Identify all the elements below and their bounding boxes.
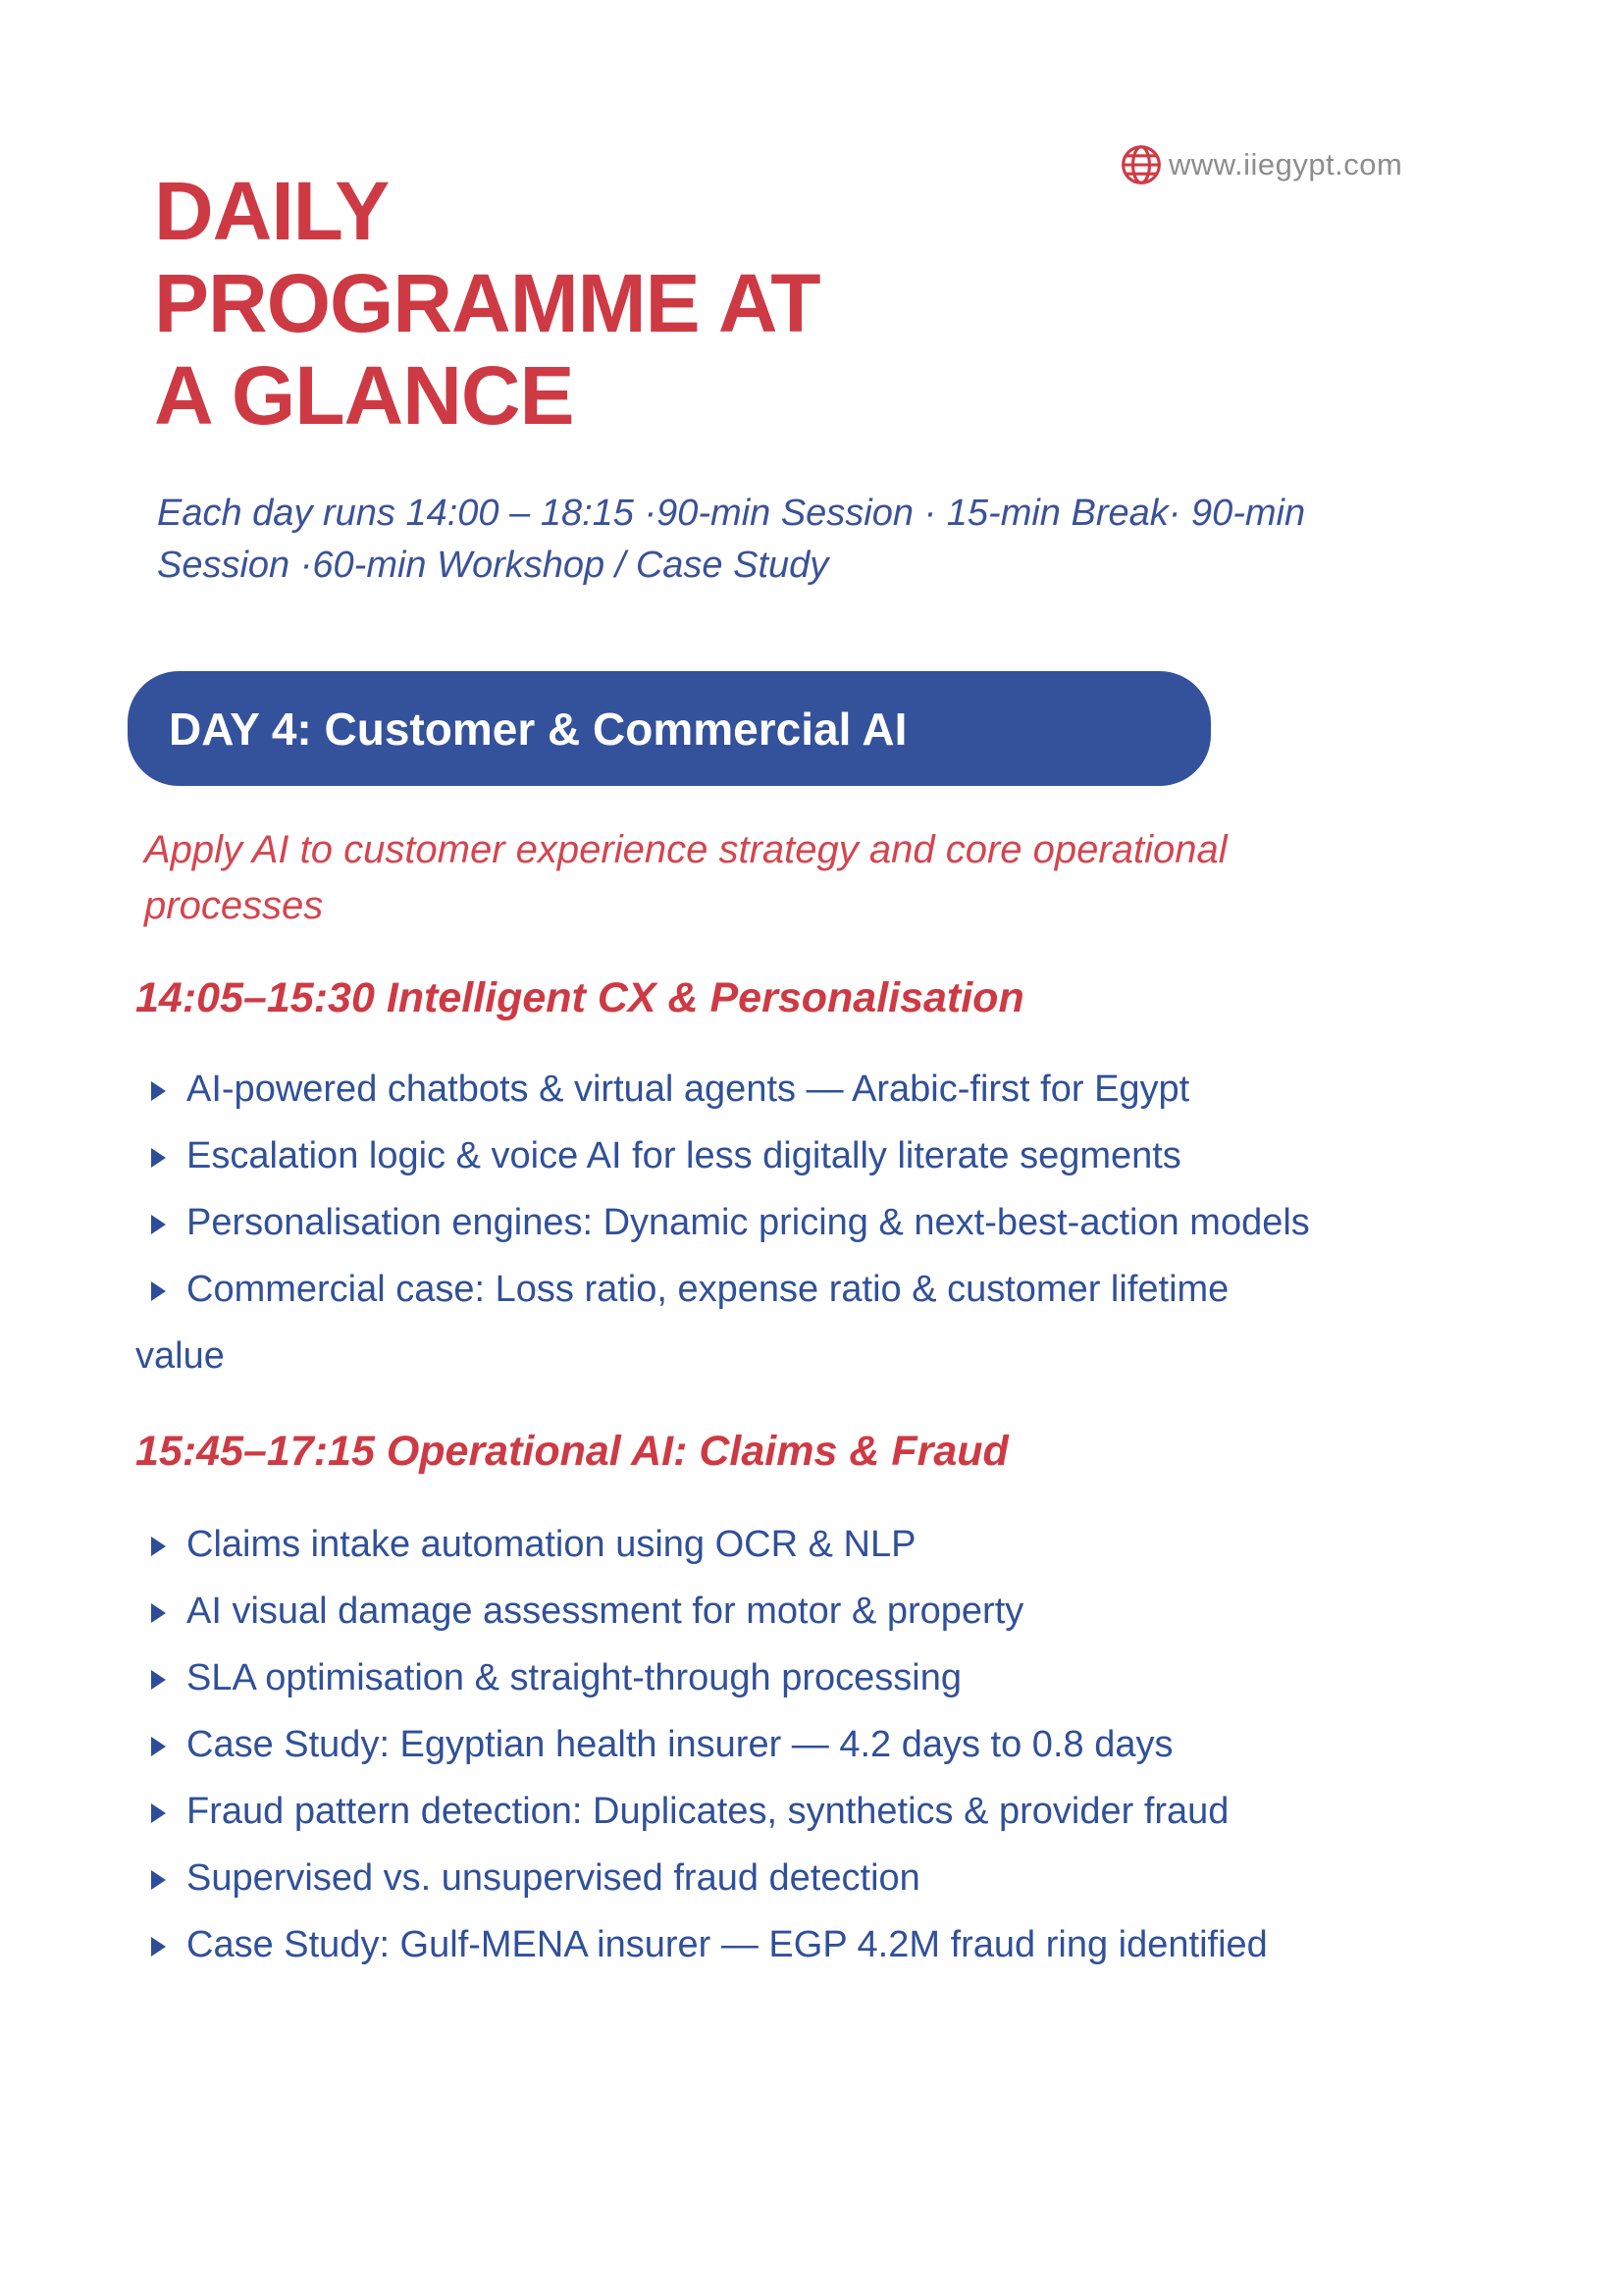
list-item xyxy=(135,1911,1268,1978)
session-bullets-cx xyxy=(135,1056,1313,1389)
list-item-text: AI visual damage assessment for motor & property xyxy=(186,1591,1024,1632)
bullet-triangle-icon xyxy=(151,1737,166,1756)
list-item xyxy=(135,1122,1313,1189)
bullet-triangle-icon xyxy=(151,1803,166,1823)
website-url[interactable]: www.iiegypt.com xyxy=(1169,147,1403,182)
list-item-text: Case Study: Egyptian health insurer — 4.2 days to 0.8 days xyxy=(186,1724,1174,1765)
bullet-triangle-icon xyxy=(151,1081,166,1101)
list-item xyxy=(135,1644,1268,1711)
day-intro-line: Apply AI to customer experience strategy and core operational xyxy=(144,828,1228,871)
day-intro xyxy=(144,822,1228,934)
list-item-text: Supervised vs. unsupervised fraud detection xyxy=(186,1857,920,1899)
schedule-subtitle xyxy=(157,488,1305,592)
page-title-line: DAILY xyxy=(154,165,390,257)
website-link[interactable] xyxy=(1120,143,1402,186)
page-title-line: PROGRAMME AT xyxy=(154,257,820,349)
list-item xyxy=(135,1845,1268,1911)
list-item-text: Fraud pattern detection: Duplicates, synthetics & provider fraud xyxy=(186,1791,1230,1832)
list-item-text: Commercial case: Loss ratio, expense ratio & customer lifetime value xyxy=(135,1269,1230,1377)
bullet-triangle-icon xyxy=(151,1537,166,1556)
session-heading-claims-fraud: 15:45–17:15 Operational AI: Claims & Fraud xyxy=(135,1428,1009,1475)
bullet-triangle-icon xyxy=(151,1148,166,1168)
list-item xyxy=(135,1511,1268,1578)
list-item xyxy=(135,1711,1268,1778)
list-item-text: Personalisation engines: Dynamic pricing & next-best-action models xyxy=(186,1202,1310,1243)
schedule-subtitle-line: Each day runs 14:00 – 18:15 ·90-min Session · 15-min Break· 90-min xyxy=(157,493,1306,534)
session-bullets-claims xyxy=(135,1511,1268,1978)
page-title-line: A GLANCE xyxy=(154,349,574,442)
list-item-text: SLA optimisation & straight-through processing xyxy=(186,1657,962,1698)
list-item-text: Claims intake automation using OCR & NLP xyxy=(186,1524,917,1565)
list-item-text: Case Study: Gulf-MENA insurer — EGP 4.2M fraud ring identified xyxy=(186,1924,1268,1965)
bullet-triangle-icon xyxy=(151,1670,166,1690)
list-item-text: AI-powered chatbots & virtual agents — Arabic-first for Egypt xyxy=(186,1069,1190,1110)
globe-icon xyxy=(1120,143,1163,186)
day-intro-line: processes xyxy=(144,884,324,927)
list-item xyxy=(135,1578,1268,1644)
day-banner-label: DAY 4: Customer & Commercial AI xyxy=(169,703,908,755)
session-heading-cx-personalisation: 14:05–15:30 Intelligent CX & Personalisation xyxy=(135,974,1024,1021)
day-banner xyxy=(128,671,1211,786)
list-item-text: Escalation logic & voice AI for less digitally literate segments xyxy=(186,1135,1181,1176)
bullet-triangle-icon xyxy=(151,1603,166,1623)
page-title xyxy=(154,165,820,442)
schedule-subtitle-line: Session ·60-min Workshop / Case Study xyxy=(157,545,829,586)
list-item xyxy=(135,1189,1313,1256)
list-item xyxy=(135,1056,1313,1122)
bullet-triangle-icon xyxy=(151,1281,166,1301)
bullet-triangle-icon xyxy=(151,1215,166,1234)
list-item xyxy=(135,1256,1313,1389)
bullet-triangle-icon xyxy=(151,1870,166,1890)
bullet-triangle-icon xyxy=(151,1937,166,1957)
list-item xyxy=(135,1778,1268,1845)
